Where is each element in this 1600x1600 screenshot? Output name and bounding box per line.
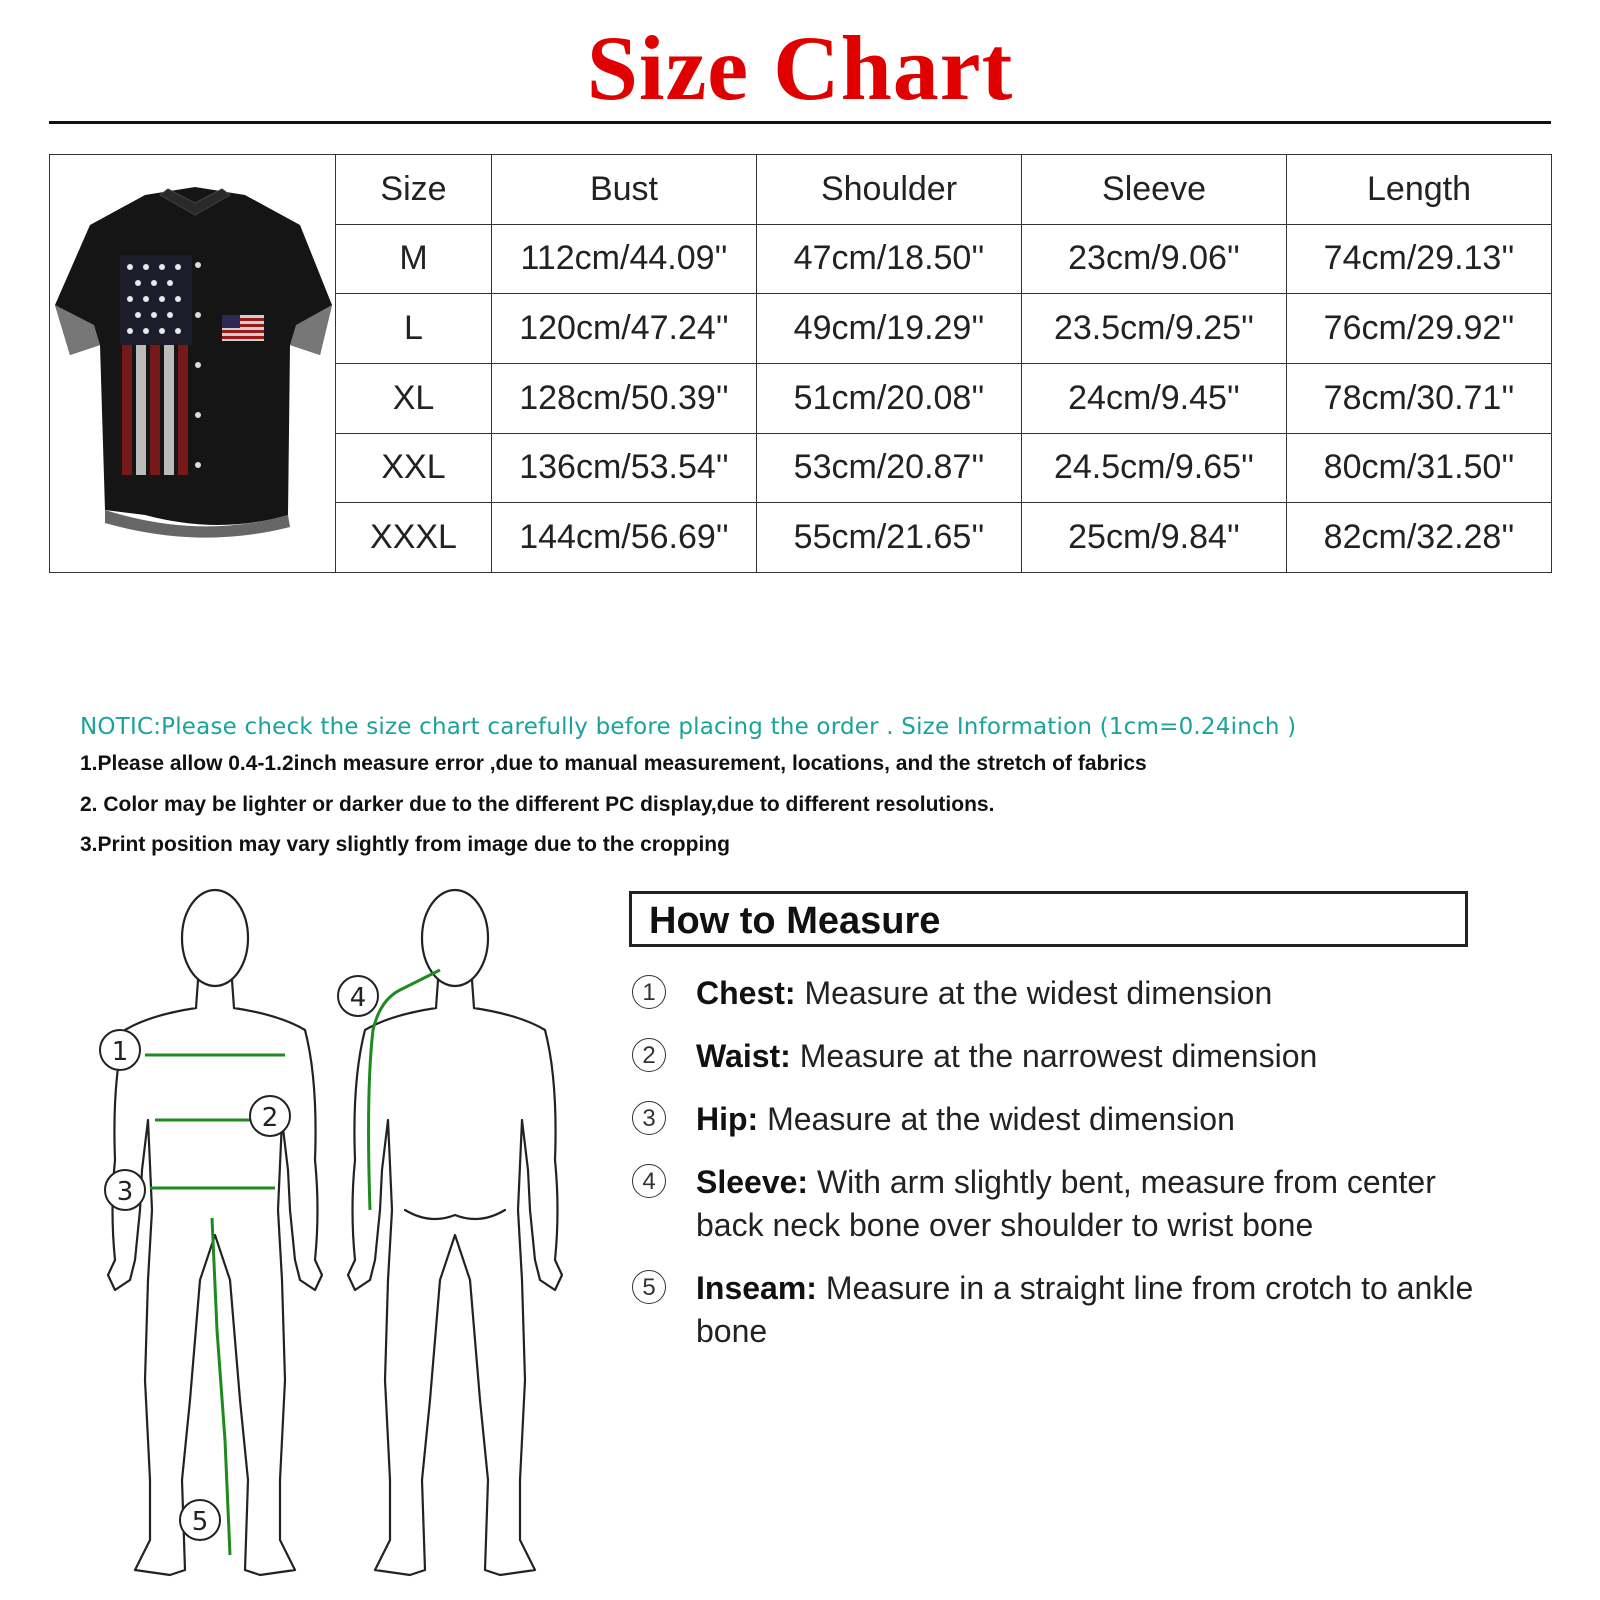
front-figure-head [182,890,248,986]
cell-sleeve: 23.5cm/9.25'' [1022,294,1287,364]
step-description: Measure at the widest dimension [758,1101,1235,1137]
step-text [696,1161,1496,1247]
step-description: Measure at the widest dimension [795,975,1273,1011]
size-chart-table [49,154,1552,573]
page-title: Size Chart [586,17,1014,119]
back-figure-body [348,980,562,1575]
cell-size: XXXL [336,503,492,573]
cell-sleeve: 24cm/9.45'' [1022,363,1287,433]
cell-shoulder: 47cm/18.50'' [757,224,1022,294]
notice-text: NOTIC:Please check the size chart carefully before placing the order . Size Information (1cm=0.24inch ) [80,714,1297,740]
marker-4-icon [338,976,378,1016]
marker-4-label: 4 [349,983,367,1013]
step-label: Waist: [696,1038,791,1074]
marker-3-label: 3 [116,1177,134,1207]
back-figure-head [422,890,488,986]
cell-shoulder: 53cm/20.87'' [757,433,1022,503]
how-to-measure-header [629,891,1468,947]
note-1: 1.Please allow 0.4-1.2inch measure error ,due to manual measurement, locations, and the stretch of fabrics [80,752,1147,775]
step-number-3: 3 [632,1101,666,1135]
cell-length: 74cm/29.13'' [1287,224,1552,294]
step-text [696,1267,1496,1353]
header-sleeve: Sleeve [1022,155,1287,225]
step-label: Chest: [696,975,796,1011]
step-text [696,1098,1496,1141]
cell-bust: 112cm/44.09'' [492,224,757,294]
cell-size: XL [336,363,492,433]
cell-sleeve: 24.5cm/9.65'' [1022,433,1287,503]
step-description: Measure in a straight line from crotch to ankle bone [696,1270,1474,1349]
title-divider [49,121,1551,124]
cell-length: 78cm/30.71'' [1287,363,1552,433]
cell-shoulder: 55cm/21.65'' [757,503,1022,573]
step-number-5: 5 [632,1270,666,1304]
marker-3-icon [105,1170,145,1210]
step-description: Measure at the narrowest dimension [790,1038,1318,1074]
header-shoulder: Shoulder [757,155,1022,225]
cell-size: M [336,224,492,294]
back-figure-seat [405,1210,505,1219]
cell-length: 82cm/32.28'' [1287,503,1552,573]
header-length: Length [1287,155,1552,225]
shirt-product-image [50,155,335,563]
cell-bust: 128cm/50.39'' [492,363,757,433]
cell-shoulder: 49cm/19.29'' [757,294,1022,364]
sleeve-line [369,970,440,1210]
cell-bust: 144cm/56.69'' [492,503,757,573]
step-text [696,972,1496,1015]
how-to-measure-title: How to Measure [649,900,941,942]
cell-bust: 136cm/53.54'' [492,433,757,503]
marker-5-icon [180,1500,220,1540]
step-description: With arm slightly bent, measure from center back neck bone over shoulder to wrist bone [696,1164,1436,1243]
cell-bust: 120cm/47.24'' [492,294,757,364]
step-label: Inseam: [696,1270,817,1306]
cell-size: XXL [336,433,492,503]
step-number-1: 1 [632,975,666,1009]
cell-length: 76cm/29.92'' [1287,294,1552,364]
table-header-row [50,155,1552,225]
marker-1-label: 1 [111,1037,129,1067]
step-number-2: 2 [632,1038,666,1072]
cell-sleeve: 25cm/9.84'' [1022,503,1287,573]
marker-1-icon [100,1030,140,1070]
cell-shoulder: 51cm/20.08'' [757,363,1022,433]
marker-2-label: 2 [261,1103,279,1133]
measurement-diagram [90,880,590,1590]
cell-length: 80cm/31.50'' [1287,433,1552,503]
note-3: 3.Print position may vary slightly from image due to the cropping [80,833,730,856]
step-text [696,1035,1496,1078]
note-2: 2. Color may be lighter or darker due to the different PC display,due to different resolutions. [80,793,995,816]
header-bust: Bust [492,155,757,225]
cell-sleeve: 23cm/9.06'' [1022,224,1287,294]
header-size: Size [336,155,492,225]
step-label: Hip: [696,1101,759,1137]
marker-2-icon [250,1096,290,1136]
product-image-cell [50,155,336,573]
marker-5-label: 5 [191,1507,209,1537]
step-number-4: 4 [632,1164,666,1198]
cell-size: L [336,294,492,364]
step-label: Sleeve: [696,1164,809,1200]
